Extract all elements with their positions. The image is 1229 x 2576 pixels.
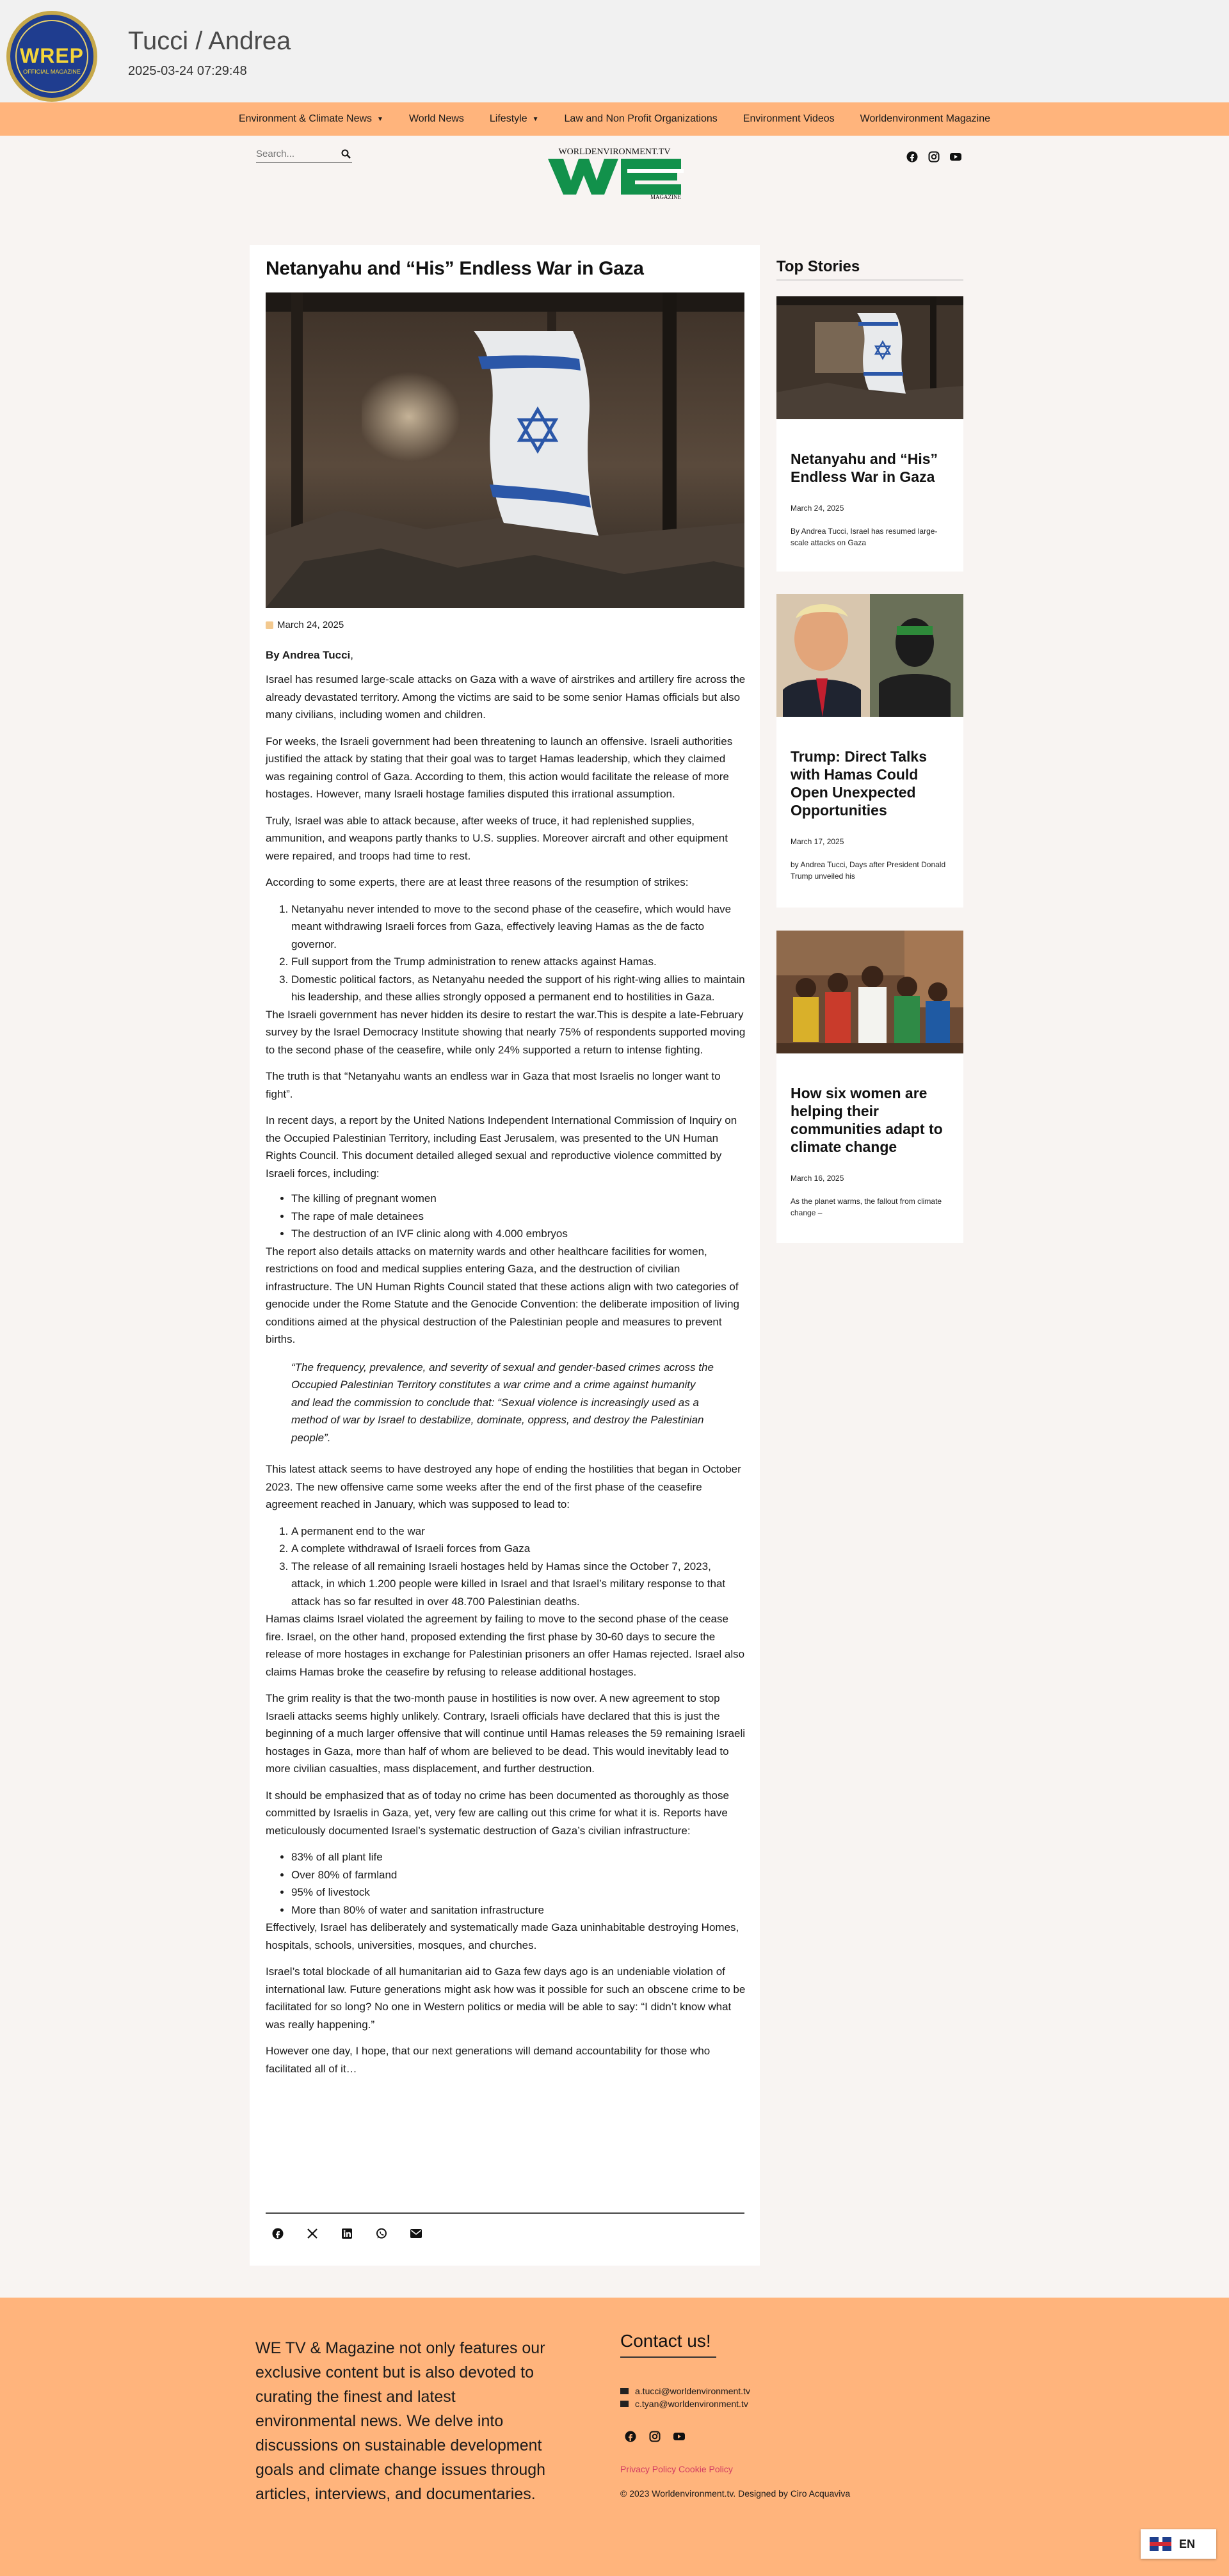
privacy-policy-link[interactable]: Privacy Policy — [620, 2464, 677, 2474]
paragraph: This latest attack seems to have destroyed any hope of ending the hostilities that began in October 2023. The new offensive came some weeks after the end of the first phase of the ceasefire agreement reached in January, which was supposed to lead to: — [266, 1463, 741, 1510]
facebook-icon[interactable] — [272, 2228, 284, 2239]
story-thumbnail[interactable] — [776, 296, 963, 419]
print-datetime: 2025-03-24 07:29:48 — [128, 64, 247, 78]
nav-item-environment[interactable]: Environment & Climate News ▼ — [238, 113, 383, 124]
article-hero-image — [266, 292, 744, 608]
destruction-list — [291, 1848, 746, 1919]
contact-email[interactable]: c.tyan@worldenvironment.tv — [620, 2399, 748, 2409]
linkedin-icon[interactable] — [341, 2228, 353, 2239]
nav-item-videos[interactable]: Environment Videos — [743, 113, 835, 124]
list-item: • The destruction of an IVF clinic along with 4.000 embryos — [291, 1225, 746, 1243]
paragraph: The truth is that “Netanyahu wants an endless war in Gaza that most Israelis no longer want to fight”. — [266, 1070, 721, 1100]
facebook-icon[interactable] — [625, 2431, 636, 2442]
paragraph: Truly, Israel was able to attack because, after weeks of truce, it had replenished supplies, ammunition, and weapons partly thanks to U.S. supplies. Moreover aircraft and other equipment were repaired, and troops had time to rest. — [266, 814, 728, 862]
chevron-down-icon: ▼ — [532, 115, 539, 123]
footer-policy-links — [620, 2464, 733, 2474]
envelope-icon — [620, 2388, 629, 2394]
list-item: • More than 80% of water and sanitation infrastructure — [291, 1901, 746, 1919]
story-date: March 24, 2025 — [791, 504, 844, 513]
email-icon[interactable] — [410, 2228, 422, 2239]
paragraph: According to some experts, there are at least three reasons of the resumption of strikes: — [266, 876, 689, 888]
paragraph: Effectively, Israel has deliberately and systematically made Gaza uninhabitable destroying Homes, hospitals, schools, universities, mosques, and churches. — [266, 1921, 739, 1951]
wrep-logo-subtext: OFFICIAL MAGAZINE — [23, 68, 81, 75]
envelope-icon — [620, 2401, 629, 2407]
story-title[interactable]: How six women are helping their communities adapt to climate change — [791, 1085, 943, 1155]
instagram-icon[interactable] — [649, 2431, 661, 2442]
paragraph: It should be emphasized that as of today no crime has been documented as thoroughly as those committed by Israelis in Gaza, yet, very few are calling out this crime for what it is. Reports have meticulously documented Israel’s systematic destruction of Gaza’s civilian infrastructure: — [266, 1789, 729, 1837]
top-stories-heading: Top Stories — [776, 258, 860, 275]
paragraph: Israel has resumed large-scale attacks on Gaza with a wave of airstrikes and artillery fire across the already devastated territory. Among the victims are said to be some senior Hamas officials but also many civilians, including women and children. — [266, 673, 746, 721]
list-item: 1. A permanent end to the war — [291, 1523, 746, 1540]
article-date: March 24, 2025 — [266, 620, 344, 630]
print-header — [0, 0, 1229, 102]
contact-email[interactable]: a.tucci@worldenvironment.tv — [620, 2386, 750, 2396]
cookie-policy-link[interactable]: Cookie Policy — [679, 2464, 733, 2474]
paragraph: However one day, I hope, that our next generations will demand accountability for those who facilitated all of it… — [266, 2045, 711, 2075]
list-item: 2. A complete withdrawal of Israeli forces from Gaza — [291, 1540, 746, 1558]
calendar-icon — [266, 621, 273, 629]
list-item: • Over 80% of farmland — [291, 1866, 746, 1884]
list-item: • The killing of pregnant women — [291, 1190, 746, 1208]
paragraph: In recent days, a report by the United Nations Independent International Commission of Inquiry on the Occupied Palestinian Territory, including East Jerusalem, was presented to the UN Human Rights Council. This document detailed alleged sexual and reproductive violence committed by Israeli forces, including: — [266, 1114, 737, 1180]
wrep-logo — [6, 11, 97, 102]
search-icon[interactable] — [341, 149, 351, 162]
nav-item-magazine[interactable]: Worldenvironment Magazine — [860, 113, 991, 124]
story-thumbnail[interactable] — [776, 594, 963, 717]
whatsapp-icon[interactable] — [376, 2228, 387, 2239]
story-thumbnail[interactable] — [776, 931, 963, 1053]
article-byline: By Andrea Tucci, — [266, 649, 353, 661]
search-box — [256, 148, 352, 163]
list-item: 3. Domestic political factors, as Netanyahu needed the support of his right-wing allies to maintain his leadership, and these allies strongly opposed a permanent end to hostilities in Gaza. — [291, 971, 746, 1006]
footer-about: WE TV & Magazine not only features our exclusive content but is also devoted to curating the finest and latest environmental news. We delve into discussions on sustainable development goals and climate change issues through articles, interviews, and documentaries. — [255, 2339, 546, 2503]
story-excerpt: by Andrea Tucci, Days after President Donald Trump unveiled his — [791, 860, 946, 881]
share-divider — [266, 2212, 744, 2214]
header-social — [906, 151, 961, 163]
paragraph: The Israeli government has never hidden its desire to restart the war.This is despite a late-February survey by the Israel Democracy Institute showing that nearly 75% of respondents supported moving to the second phase of the ceasefire, while only 24% supported a return to intense fighting. — [266, 1008, 746, 1056]
nav-item-lifestyle[interactable]: Lifestyle ▼ — [489, 113, 539, 124]
uk-flag-icon — [1150, 2537, 1171, 2551]
story-title[interactable]: Trump: Direct Talks with Hamas Could Open Unexpected Opportunities — [791, 748, 928, 819]
article-body — [266, 671, 746, 2086]
list-item: • 95% of livestock — [291, 1884, 746, 1901]
chevron-down-icon: ▼ — [377, 115, 383, 123]
story-date: March 16, 2025 — [791, 1174, 844, 1183]
paragraph: The grim reality is that the two-month pause in hostilities is now over. A new agreement to stop Israeli attacks seems highly unlikely. Contrary, Israeli officials have declared that this is just the beginning of a much larger offensive that will continue until Hamas releases the 59 remaining Israeli hostages in Gaza, more than half of whom are believed to be dead. This would inevitably lead to more civilian casualties, mass displacement, and further destruction. — [266, 1692, 746, 1775]
list-item: 3. The release of all remaining Israeli hostages held by Hamas since the October 7, 2023, attack, in which 1.200 people were killed in Israel and that Israel’s military response to that attack has so far resulted in over 48.700 Palestinian deaths. — [291, 1558, 746, 1611]
list-item: • The rape of male detainees — [291, 1208, 746, 1226]
article-card — [250, 245, 760, 2266]
story-excerpt: As the planet warms, the fallout from climate change – — [791, 1197, 942, 1217]
violence-list — [291, 1190, 746, 1243]
list-item: • 83% of all plant life — [291, 1848, 746, 1866]
story-date: March 17, 2025 — [791, 837, 844, 846]
wrep-logo-text: WREP — [20, 44, 84, 67]
x-icon[interactable] — [307, 2228, 318, 2239]
copyright: © 2023 Worldenvironment.tv. Designed by Ciro Acquaviva — [620, 2488, 851, 2499]
logo-bottom-text: MAGAZINE — [650, 194, 681, 200]
site-logo[interactable] — [545, 146, 684, 200]
logo-top-text: WORLDENVIRONMENT.TV — [558, 147, 671, 157]
story-title[interactable]: Netanyahu and “His” Endless War in Gaza — [791, 451, 938, 485]
paragraph: Israel’s total blockade of all humanitarian aid to Gaza few days ago is an undeniable violation of international law. Future generations might ask how was it possible for such an obscene crime to be facilitated for so long? No one in Western politics or media will be able to say: “I didn’t know what was really happening.” — [266, 1965, 746, 2031]
story-card[interactable] — [776, 296, 963, 572]
facebook-icon[interactable] — [906, 151, 918, 163]
contact-heading: Contact us! — [620, 2331, 711, 2351]
list-item: 2. Full support from the Trump administration to renew attacks against Hamas. — [291, 953, 746, 971]
footer-social — [625, 2431, 685, 2442]
story-excerpt: By Andrea Tucci, Israel has resumed large-scale attacks on Gaza — [791, 527, 938, 547]
share-bar — [272, 2228, 422, 2239]
reasons-list — [291, 900, 746, 1006]
list-item: 1. Netanyahu never intended to move to the second phase of the ceasefire, which would have meant withdrawing Israeli forces from Gaza, effectively leaving Hamas as the de facto governor. — [291, 900, 746, 954]
story-card[interactable] — [776, 931, 963, 1243]
paragraph: The report also details attacks on maternity wards and other healthcare facilities for women, restrictions on food and medical supplies entering Gaza, and the destruction of civilian infrastructure. The UN Human Rights Council stated that these actions align with two categories of genocide under the Rome Statute and the Genocide Convention: the deliberate imposition of living conditions aimed at the physical destruction of the Palestinian people and measures to prevent births. — [266, 1245, 739, 1345]
language-code: EN — [1179, 2537, 1196, 2550]
youtube-icon[interactable] — [950, 151, 961, 163]
article-title: Netanyahu and “His” Endless War in Gaza — [266, 258, 644, 279]
nav-item-world-news[interactable]: World News — [408, 113, 464, 124]
report-quote: “The frequency, prevalence, and severity of sexual and gender-based crimes across the Occupied Palestinian Territory constitutes a war crime and a crime against humanity and lead the commission to conclude that: “Sexual violence is increasingly used as a method of war by Israel to destabilize, dominate, oppress, and destroy the Palestinian people”. — [291, 1361, 714, 1444]
site-footer — [0, 2298, 1229, 2576]
contact-divider — [620, 2356, 716, 2358]
nav-item-law[interactable]: Law and Non Profit Organizations — [564, 113, 718, 124]
instagram-icon[interactable] — [928, 151, 940, 163]
youtube-icon[interactable] — [673, 2431, 685, 2442]
main-nav — [0, 102, 1229, 136]
ceasefire-list — [291, 1523, 746, 1611]
language-switcher[interactable] — [1141, 2529, 1216, 2559]
paragraph: Hamas claims Israel violated the agreement by failing to move to the second phase of the cease fire. Israel, on the other hand, proposed extending the first phase by 30-60 days to secure the release of more hostages in exchange for Palestinian prisoners an offer Hamas rejected. Israel also claims Hamas broke the ceasefire by refusing to release additional hostages. — [266, 1613, 745, 1678]
print-title: Tucci / Andrea — [128, 27, 291, 55]
story-card[interactable] — [776, 594, 963, 908]
search-input[interactable] — [256, 148, 333, 159]
paragraph: For weeks, the Israeli government had been threatening to launch an offensive. Israeli authorities justified the attack by stating that their goal was to target Hamas leadership, which they claimed was regaining control of Gaza. According to them, this action would facilitate the release of more hostages. However, many Israeli hostage families disputed this irrational assumption. — [266, 735, 733, 800]
